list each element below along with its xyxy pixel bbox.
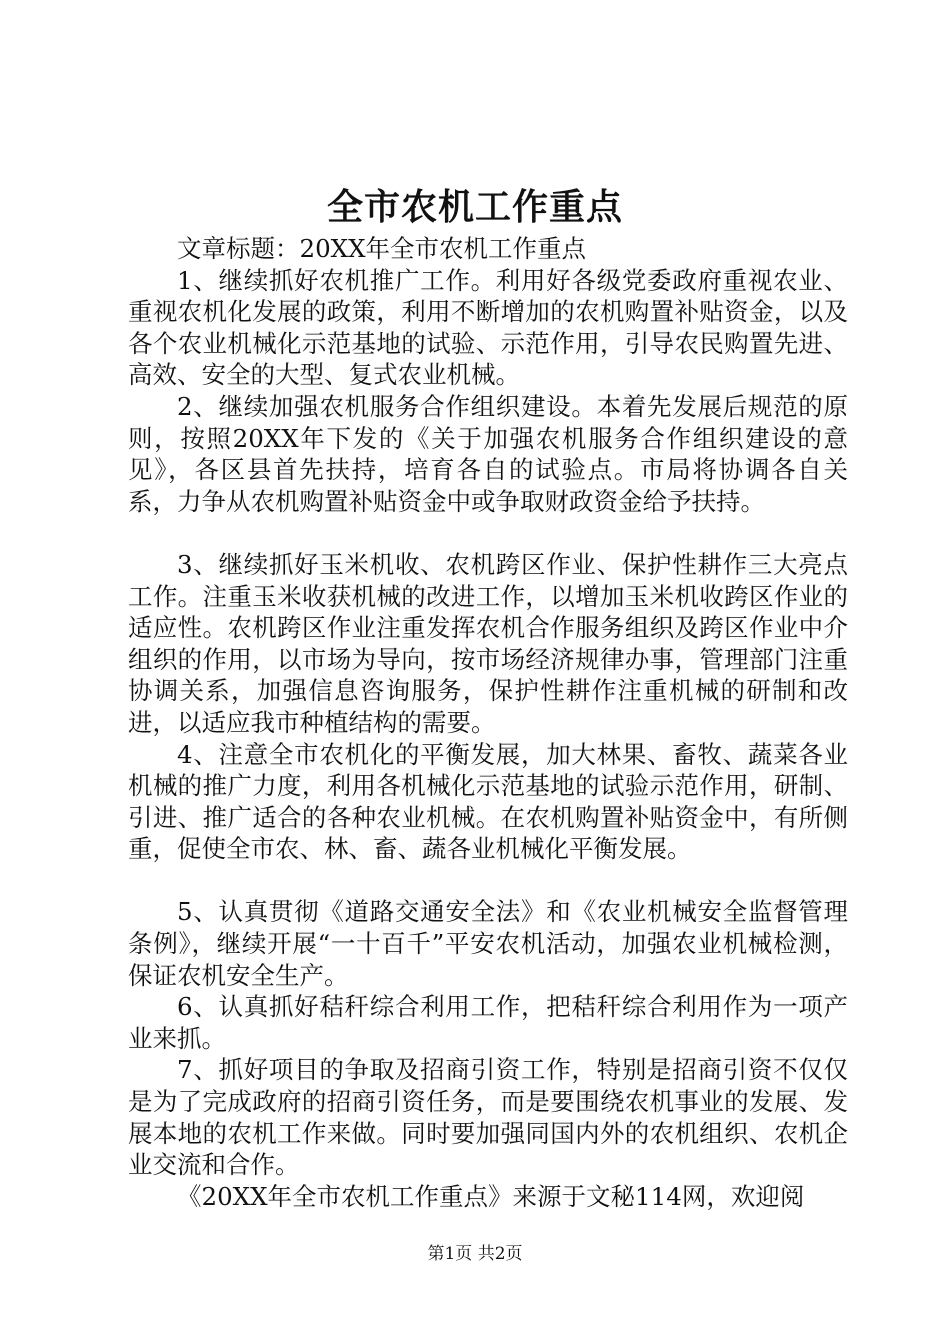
paragraph-2: 2、继续加强农机服务合作组织建设。本着先发展后规范的原则，按照20XX年下发的《关于加强农机服务合作组织建设的意见》，各区县首先扶持，培育各自的试验点。市局将协调各自关系，力争从农机购置补贴资金中或争取财政资金给予扶持。 [128, 391, 848, 516]
paragraph-5: 5、认真贯彻《道路交通安全法》和《农业机械安全监督管理条例》，继续开展“一十百千”平安农机活动，加强农业机械检测，保证农机安全生产。 [128, 897, 848, 990]
paragraph-spacer [128, 865, 848, 897]
paragraph-article-title: 文章标题：20XX年全市农机工作重点 [177, 234, 587, 263]
page-footer: 第1页 共2页 [427, 1244, 523, 1264]
paragraph-6: 6、认真抓好秸秆综合利用工作，把秸秆综合利用作为一项产业来抓。 [128, 992, 848, 1053]
paragraph-spacer [128, 517, 848, 549]
paragraph-source: 《20XX年全市农机工作重点》来源于文秘114网，欢迎阅 [177, 1181, 805, 1211]
document-title: 全市农机工作重点 [326, 186, 623, 228]
paragraph-1: 1、继续抓好农机推广工作。利用好各级党委政府重视农业、重视农机化发展的政策，利用不断增加的农机购置补贴资金，以及各个农业机械化示范基地的试验、示范作用，引导农民购置先进、高效、安全的大型、复式农业机械。 [128, 265, 848, 390]
paragraph-3: 3、继续抓好玉米机收、农机跨区作业、保护性耕作三大亮点工作。注重玉米收获机械的改进工作，以增加玉米机收跨区作业的适应性。农机跨区作业注重发挥农机合作服务组织及跨区作业中介组织的作用，以市场为导向，按市场经济规律办事，管理部门注重协调关系，加强信息咨询服务，保护性耕作注重机械的研制和改进，以适应我市种植结构的需要。 [128, 549, 848, 737]
paragraph-4: 4、注意全市农机化的平衡发展，加大林果、畜牧、蔬菜各业机械的推广力度，利用各机械化示范基地的试验示范作用，研制、引进、推广适合的各种农业机械。在农机购置补贴资金中，有所侧重，促使全市农、林、畜、蔬各业机械化平衡发展。 [128, 739, 848, 864]
paragraph-7: 7、抓好项目的争取及招商引资工作，特别是招商引资不仅仅是为了完成政府的招商引资任务，而是要围绕农机事业的发展、发展本地的农机工作来做。同时要加强同国内外的农机组织、农机企业交流和合作。 [128, 1055, 848, 1180]
document-body [128, 233, 848, 1212]
